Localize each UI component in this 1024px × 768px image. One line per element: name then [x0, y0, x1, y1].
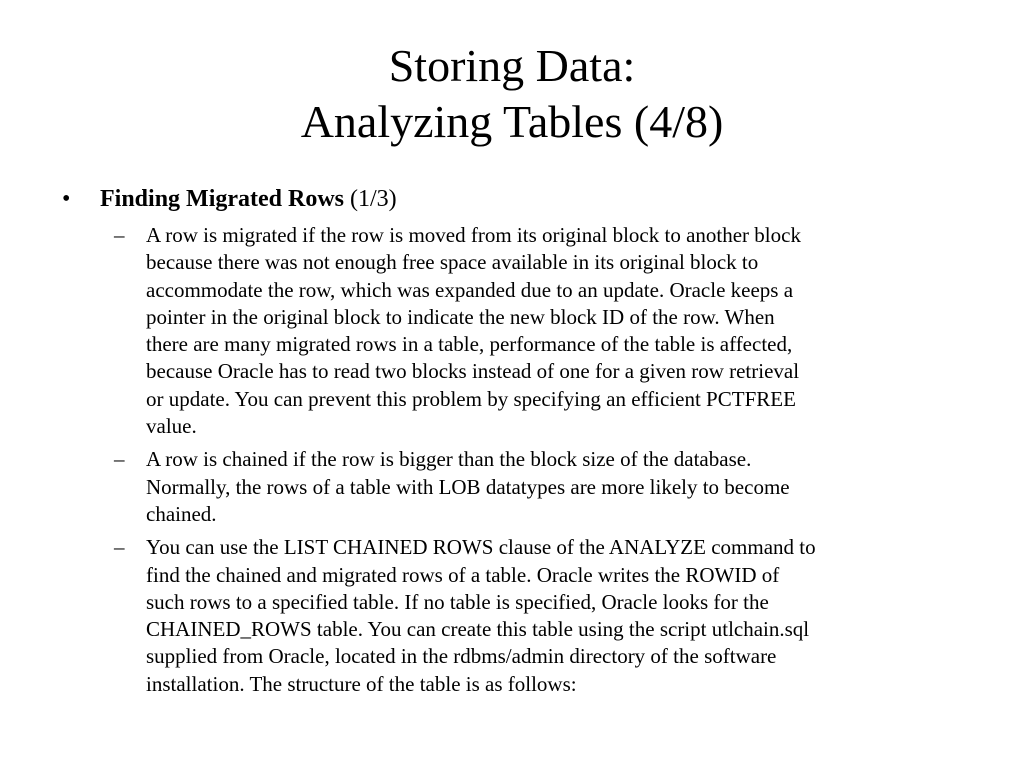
text-line: chained.: [146, 501, 217, 526]
text-line: find the chained and migrated rows of a table. Oracle writes the ROWID of: [146, 562, 780, 587]
text-line: You can use the LIST CHAINED ROWS clause of the ANALYZE command to: [146, 535, 816, 560]
sub-bullet: [114, 534, 974, 698]
text-line: because there was not enough free space available in its original block to: [146, 250, 759, 275]
bullet-dot-icon: •: [62, 186, 71, 212]
text-line: there are many migrated rows in a table, performance of the table is affected,: [146, 332, 793, 357]
text-line: supplied from Oracle, located in the rdbms/admin directory of the software: [146, 644, 777, 669]
text-line: A row is chained if the row is bigger than the block size of the database.: [146, 447, 752, 472]
text-line: CHAINED_ROWS table. You can create this table using the script utlchain.sql: [146, 617, 810, 642]
sub-bullet: [114, 222, 974, 440]
text-line: installation. The structure of the table is as follows:: [146, 671, 577, 696]
sub-bullet-list: [114, 222, 974, 704]
slide-title: [0, 38, 1024, 150]
bullet-heading-suffix: (1/3): [350, 186, 397, 212]
dash-icon: –: [114, 535, 125, 560]
title-line-2: Analyzing Tables (4/8): [300, 96, 724, 147]
text-line: such rows to a specified table. If no table is specified, Oracle looks for the: [146, 589, 769, 614]
dash-icon: –: [114, 447, 125, 472]
text-line: or update. You can prevent this problem by specifying an efficient PCTFREE: [146, 386, 796, 411]
bullet-heading: [100, 184, 397, 214]
dash-icon: –: [114, 223, 125, 247]
title-line-1: Storing Data:: [388, 40, 636, 91]
text-line: pointer in the original block to indicate the new block ID of the row. When: [146, 304, 775, 329]
text-line: value.: [146, 414, 197, 439]
sub-bullet: [114, 446, 974, 528]
sub-bullet-text: [146, 222, 974, 440]
sub-bullet-text: [146, 534, 974, 698]
text-line: because Oracle has to read two blocks instead of one for a given row retrieval: [146, 359, 800, 384]
sub-bullet-text: [146, 446, 974, 528]
bullet-heading-bold: Finding Migrated Rows: [100, 186, 345, 212]
text-line: A row is migrated if the row is moved from its original block to another block: [146, 223, 801, 247]
text-line: Normally, the rows of a table with LOB datatypes are more likely to become: [146, 474, 790, 499]
text-line: accommodate the row, which was expanded due to an update. Oracle keeps a: [146, 277, 794, 302]
